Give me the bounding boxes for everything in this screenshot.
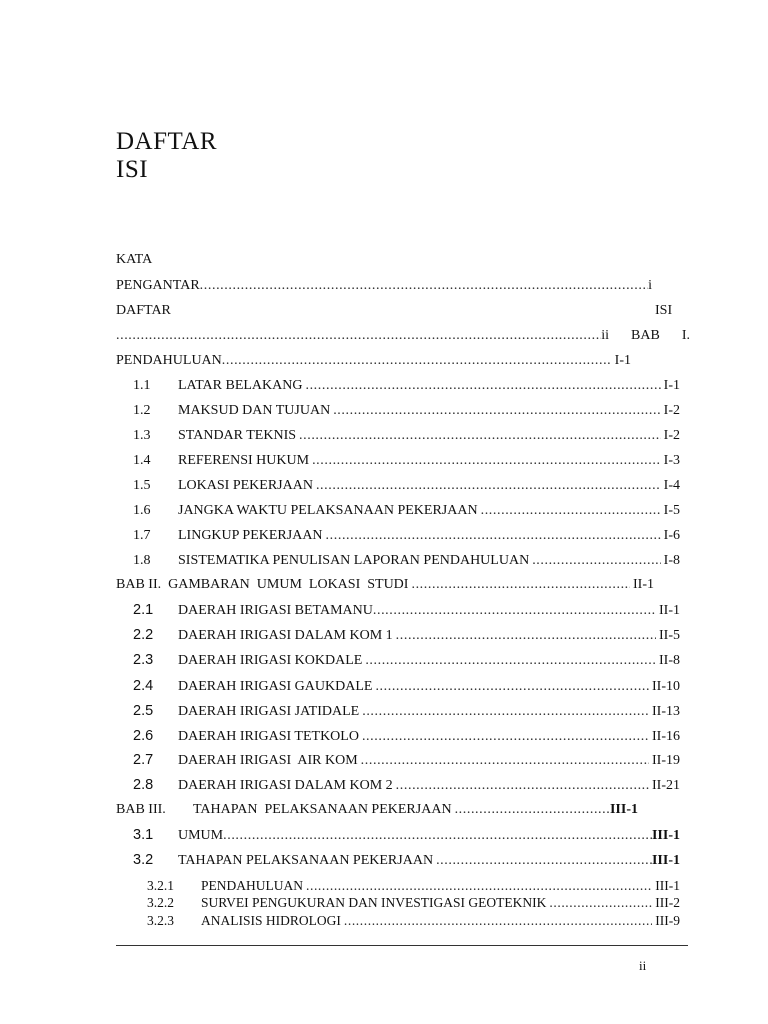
entry-label: DAERAH IRIGASI DALAM KOM 2 bbox=[178, 778, 393, 793]
entry-label: STANDAR TEKNIS bbox=[178, 428, 297, 443]
entry-number: 1.1 bbox=[133, 378, 151, 393]
entry-page: III-9 bbox=[655, 913, 680, 928]
entry-label: TAHAPAN PELAKSANAAN PEKERJAAN bbox=[193, 802, 452, 817]
entry-label: ANALISIS HIDROLOGI bbox=[201, 913, 341, 928]
entry-page: II-1 bbox=[659, 603, 680, 618]
entry-number: 2.8 bbox=[133, 777, 154, 793]
toc-entry-1-1[interactable] bbox=[133, 378, 680, 394]
entry-label: PENDAHULUAN bbox=[116, 353, 222, 368]
leader-dots bbox=[344, 913, 652, 928]
entry-page: III-1 bbox=[655, 878, 680, 893]
leader-dots bbox=[333, 403, 660, 419]
entry-label: DAERAH IRIGASI JATIDALE bbox=[178, 704, 360, 719]
leader-dots bbox=[326, 528, 661, 544]
toc-entry-1-7[interactable] bbox=[133, 528, 680, 544]
entry-page: I-3 bbox=[663, 453, 680, 468]
entry-number: 3.2.1 bbox=[147, 878, 174, 893]
toc-title bbox=[116, 128, 217, 184]
entry-page: I-6 bbox=[663, 528, 680, 543]
toc-entry-1-8[interactable] bbox=[133, 553, 680, 569]
entry-page: i bbox=[648, 278, 652, 293]
entry-page: ii bbox=[601, 328, 610, 343]
entry-number: 2.2 bbox=[133, 627, 154, 643]
toc-entry-3-1[interactable] bbox=[133, 827, 680, 844]
entry-page: III-1 bbox=[651, 828, 680, 843]
entry-number: 2.3 bbox=[133, 652, 154, 668]
entry-label: PENGANTAR bbox=[116, 278, 200, 293]
leader-dots bbox=[316, 478, 661, 494]
entry-page: II-13 bbox=[652, 704, 680, 719]
entry-label: JANGKA WAKTU PELAKSANAAN PEKERJAAN bbox=[178, 503, 478, 518]
entry-label: DAERAH IRIGASI AIR KOM bbox=[178, 753, 358, 768]
footer-page-number: ii bbox=[639, 958, 647, 973]
toc-entry-2-4[interactable] bbox=[133, 678, 680, 695]
entry-page: I-2 bbox=[663, 428, 680, 443]
entry-number: 1.2 bbox=[133, 403, 151, 418]
footer-divider bbox=[116, 945, 688, 946]
entry-number: 1.8 bbox=[133, 553, 151, 568]
entry-number: 1.7 bbox=[133, 528, 151, 543]
entry-label: DAERAH IRIGASI DALAM KOM 1 bbox=[178, 628, 393, 643]
leader-dots bbox=[455, 802, 610, 818]
entry-number: 3.1 bbox=[133, 827, 154, 843]
entry-label: PENDAHULUAN bbox=[201, 878, 303, 893]
leader-dots bbox=[436, 853, 652, 869]
entry-page: II-8 bbox=[659, 653, 680, 668]
toc-entry-2-5[interactable] bbox=[133, 703, 680, 720]
entry-number: 2.5 bbox=[133, 703, 154, 719]
entry-page: I-8 bbox=[663, 553, 680, 568]
entry-label: TAHAPAN PELAKSANAAN PEKERJAAN bbox=[178, 853, 434, 868]
entry-page: III-1 bbox=[609, 802, 638, 817]
entry-label: LINGKUP PEKERJAAN bbox=[178, 528, 323, 543]
entry-label: BAB II. GAMBARAN UMUM LOKASI STUDI bbox=[116, 577, 409, 592]
entry-page: I-1 bbox=[663, 378, 680, 393]
leader-dots bbox=[362, 729, 649, 745]
toc-entry-2-3[interactable] bbox=[133, 652, 680, 669]
toc-entry-1-5[interactable] bbox=[133, 478, 680, 494]
daftar-text: DAFTAR bbox=[116, 303, 171, 318]
leader-dots bbox=[375, 679, 649, 695]
leader-dots bbox=[396, 778, 649, 794]
leader-dots bbox=[532, 553, 660, 569]
entry-page: I-5 bbox=[663, 503, 680, 518]
toc-entry-2-6[interactable] bbox=[133, 728, 680, 745]
entry-number: 1.3 bbox=[133, 428, 151, 443]
leader-dots bbox=[299, 428, 661, 444]
entry-number: 1.4 bbox=[133, 453, 151, 468]
entry-number: 2.7 bbox=[133, 752, 154, 768]
bab-number: I. bbox=[681, 328, 690, 343]
toc-title-line1: DAFTAR bbox=[116, 128, 218, 155]
leader-dots bbox=[222, 353, 612, 369]
toc-entry-1-2[interactable] bbox=[133, 403, 680, 419]
entry-number: 3.2 bbox=[133, 852, 154, 868]
leader-dots bbox=[312, 453, 661, 469]
entry-label: DAERAH IRIGASI TETKOLO bbox=[178, 729, 359, 744]
entry-number: BAB III. bbox=[116, 802, 166, 817]
toc-entry-daftar-isi[interactable] bbox=[116, 328, 690, 344]
entry-page: III-2 bbox=[655, 895, 680, 910]
toc-entry-3-2[interactable] bbox=[133, 852, 680, 869]
toc-entry-kata-pengantar[interactable] bbox=[116, 278, 652, 294]
entry-number: 1.5 bbox=[133, 478, 151, 493]
entry-page: II-10 bbox=[652, 679, 680, 694]
entry-page: II-19 bbox=[652, 753, 680, 768]
leader-dots bbox=[306, 878, 652, 893]
entry-label: LOKASI PEKERJAAN bbox=[178, 478, 313, 493]
toc-entry-bab2[interactable] bbox=[116, 577, 654, 593]
entry-label: DAERAH IRIGASI BETAMANU bbox=[178, 603, 373, 618]
entry-label: DAERAH IRIGASI KOKDALE bbox=[178, 653, 363, 668]
entry-label: REFERENSI HUKUM bbox=[178, 453, 310, 468]
entry-page: II-16 bbox=[652, 729, 680, 744]
toc-entry-3-2-2[interactable] bbox=[147, 895, 680, 910]
entry-page: I-4 bbox=[663, 478, 680, 493]
entry-page: II-5 bbox=[659, 628, 680, 643]
toc-entry-1-4[interactable] bbox=[133, 453, 680, 469]
leader-dots bbox=[305, 378, 660, 394]
leader-dots bbox=[396, 628, 656, 644]
entry-label: LATAR BELAKANG bbox=[178, 378, 303, 393]
toc-entry-1-6[interactable] bbox=[133, 503, 680, 519]
leader-dots bbox=[365, 653, 656, 669]
leader-dots bbox=[362, 704, 649, 720]
entry-number: 2.6 bbox=[133, 728, 154, 744]
entry-number: 2.4 bbox=[133, 678, 154, 694]
toc-entry-3-2-1[interactable] bbox=[147, 878, 680, 893]
bab-word: BAB bbox=[631, 328, 660, 343]
entry-number: 3.2.3 bbox=[147, 913, 174, 928]
toc-entry-3-2-3[interactable] bbox=[147, 913, 680, 928]
isi-text: ISI bbox=[655, 303, 673, 318]
entry-page: I-2 bbox=[663, 403, 680, 418]
toc-entry-bab3[interactable] bbox=[116, 802, 638, 818]
leader-dots bbox=[116, 328, 601, 344]
toc-entry-1-3[interactable] bbox=[133, 428, 680, 444]
leader-dots bbox=[361, 753, 649, 769]
entry-label: DAERAH IRIGASI GAUKDALE bbox=[178, 679, 373, 694]
entry-label: UMUM bbox=[178, 828, 224, 843]
leader-dots bbox=[200, 278, 648, 294]
toc-entry-2-8[interactable] bbox=[133, 777, 680, 794]
entry-number: 1.6 bbox=[133, 503, 151, 518]
kata-text: KATA bbox=[116, 252, 153, 267]
leader-dots bbox=[549, 895, 652, 910]
toc-title-line2: ISI bbox=[116, 156, 149, 183]
entry-number: 2.1 bbox=[133, 602, 154, 618]
entry-page: III-1 bbox=[651, 853, 680, 868]
entry-label: SURVEI PENGUKURAN DAN INVESTIGASI GEOTEKNIK bbox=[201, 895, 547, 910]
leader-dots bbox=[373, 603, 656, 619]
leader-dots bbox=[411, 577, 630, 593]
entry-page: I-1 bbox=[614, 353, 631, 368]
toc-entry-bab1[interactable] bbox=[116, 353, 631, 369]
toc-entry-2-2[interactable] bbox=[133, 627, 680, 644]
entry-number: 3.2.2 bbox=[147, 895, 174, 910]
entry-label: SISTEMATIKA PENULISAN LAPORAN PENDAHULUAN bbox=[178, 553, 530, 568]
toc-entry-2-1[interactable] bbox=[133, 602, 680, 619]
entry-label: MAKSUD DAN TUJUAN bbox=[178, 403, 331, 418]
entry-page: II-21 bbox=[652, 778, 680, 793]
leader-dots bbox=[223, 828, 652, 844]
leader-dots bbox=[481, 503, 661, 519]
entry-page: II-1 bbox=[633, 577, 654, 592]
toc-entry-2-7[interactable] bbox=[133, 752, 680, 769]
